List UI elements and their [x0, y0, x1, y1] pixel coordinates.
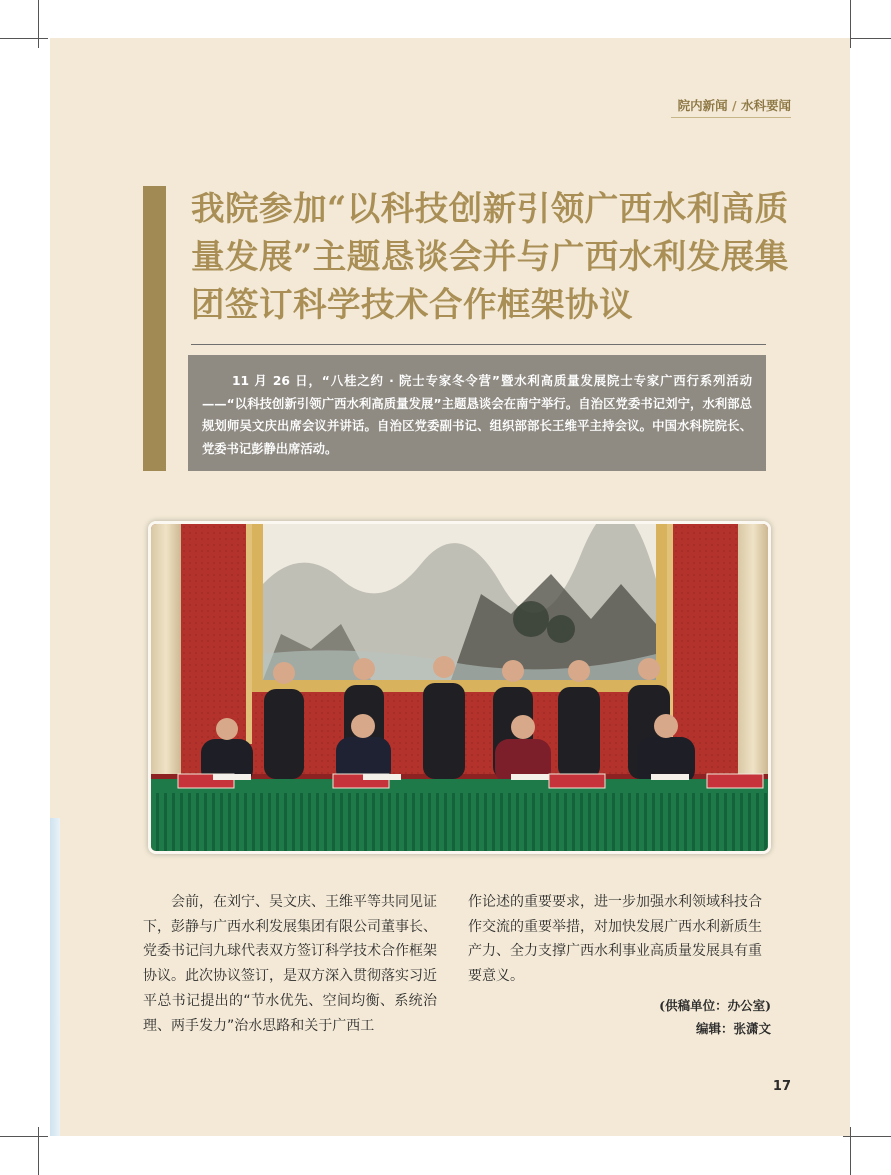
- crop-mark: [0, 38, 48, 39]
- magazine-page: [50, 38, 850, 1136]
- page-number: 17: [772, 1079, 791, 1094]
- section-header: [671, 96, 791, 114]
- crop-mark: [843, 1136, 891, 1137]
- crop-mark: [850, 0, 851, 48]
- crop-mark: [843, 38, 891, 39]
- crop-mark: [0, 1136, 48, 1137]
- subsection-name: 水科要闻: [740, 98, 791, 113]
- signing-table: [151, 779, 768, 793]
- section-name: 院内新闻: [677, 98, 728, 113]
- title-accent-bar: [143, 186, 166, 471]
- crop-mark: [850, 1127, 851, 1175]
- section-separator: /: [732, 98, 737, 113]
- body-column-1: 会前，在刘宁、吴文庆、王维平等共同见证下，彭静与广西水利发展集团有限公司董事长、党委书记闫九球代表双方签订科学技术合作框架协议。此次协议签订，是双方深入贯彻落实习近平总书记提出的“节水优先、空间均衡、系统治理、两手发力”治水思路和关于广西工: [143, 894, 437, 1034]
- title-divider: [191, 344, 766, 345]
- crop-mark: [38, 1127, 39, 1175]
- body-column-2: 作论述的重要要求，进一步加强水利领域科技合作交流的重要举措，对加快发展广西水利新质生产力、全力支撑广西水利事业高质量发展具有重要意义。: [468, 894, 762, 985]
- editor-credit: 编辑：张潇文: [695, 1021, 771, 1036]
- article-title: 我院参加“以科技创新引领广西水利高质量发展”主题恳谈会并与广西水利发展集团签订科学技术合作框架协议: [191, 189, 789, 324]
- article-lead: 11 月 26 日，“八桂之约 · 院士专家冬令营”暨水利高质量发展院士专家广西行系列活动——“以科技创新引领广西水利高质量发展”主题恳谈会在南宁举行。自治区党委书记刘宁，水利部总规划师吴文庆出席会议并讲话。自治区党委副书记、组织部部长王维平主持会议。中国水科院院长、党委书记彭静出席活动。: [188, 355, 766, 471]
- header-rule: [671, 117, 791, 118]
- signing-ceremony-photo: [148, 521, 771, 854]
- page-spine-gradient: [50, 818, 60, 1136]
- source-credit: (供稿单位：办公室): [659, 998, 771, 1013]
- crop-mark: [38, 0, 39, 48]
